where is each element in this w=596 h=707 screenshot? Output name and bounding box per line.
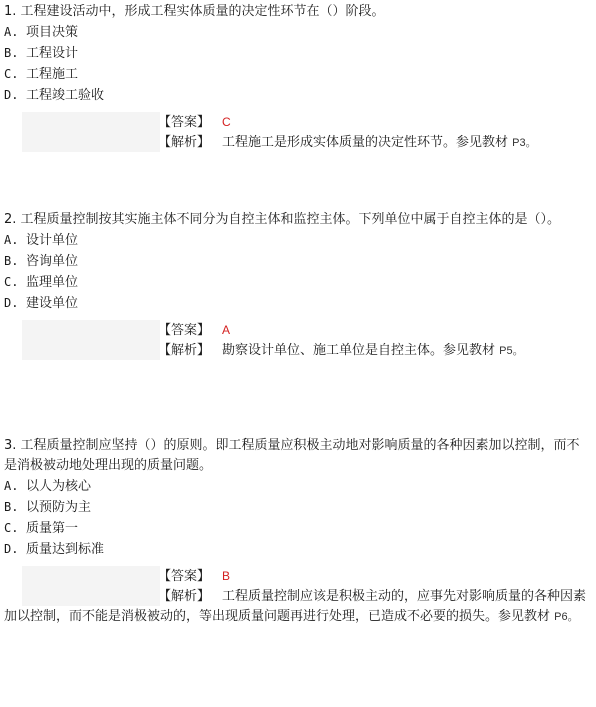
analysis-label: 【解析】 [158,135,211,150]
option-letter: B. [4,46,19,60]
answer-row [4,320,592,341]
analysis-text: 勘察设计单位、施工单位是自控主体。参见教材 [222,343,500,358]
option-text: 工程施工 [26,67,79,82]
question-stem [4,436,592,476]
answer-value: C [222,115,231,129]
option-text: 项目决策 [26,25,79,40]
option-text: 以人为核心 [26,479,92,494]
question-number: 3. [4,438,17,453]
option-text: 监理单位 [26,275,79,290]
option-letter: C. [4,521,19,535]
option-text: 工程竣工验收 [26,88,105,103]
analysis-reference: P6。 [554,611,579,623]
option-letter: B. [4,500,19,514]
analysis-label: 【解析】 [158,343,211,358]
answer-value: A [222,323,231,337]
analysis-row [4,133,592,153]
question-text: 工程建设活动中，形成工程实体质量的决定性环节在（）阶段。 [20,4,385,19]
analysis-label: 【解析】 [158,589,211,604]
answer-label: 【答案】 [158,323,211,338]
option-c [4,64,592,85]
option-letter: A. [4,25,19,39]
option-letter: A. [4,233,19,247]
analysis-text: 工程施工是形成实体质量的决定性环节。参见教材 [222,135,513,150]
option-text: 质量第一 [26,521,79,536]
option-letter: C. [4,275,19,289]
answer-label: 【答案】 [158,115,211,130]
option-b [4,251,592,272]
option-c [4,518,592,539]
question-number: 2. [4,212,17,227]
option-d [4,85,592,106]
option-text: 设计单位 [26,233,79,248]
option-text: 咨询单位 [26,254,79,269]
answer-row [4,566,592,587]
option-text: 质量达到标准 [26,542,105,557]
question-stem [4,2,592,22]
option-letter: D. [4,542,19,556]
question-3 [4,436,592,627]
answer-row [4,112,592,133]
option-b [4,497,592,518]
question-number: 1. [4,4,17,19]
option-a [4,476,592,497]
option-a [4,230,592,251]
option-letter: D. [4,296,19,310]
option-b [4,43,592,64]
answer-label: 【答案】 [158,569,211,584]
question-1 [4,2,592,153]
question-2 [4,210,592,361]
analysis-reference: P3。 [512,137,537,149]
option-text: 建设单位 [26,296,79,311]
option-a [4,22,592,43]
answer-block [4,566,592,627]
option-letter: C. [4,67,19,81]
option-d [4,293,592,314]
question-text: 工程质量控制按其实施主体不同分为自控主体和监控主体。下列单位中属于自控主体的是（）。 [20,212,561,227]
analysis-reference: P5。 [499,345,524,357]
question-stem [4,210,592,230]
option-letter: A. [4,479,19,493]
option-d [4,539,592,560]
question-text: 工程质量控制应坚持（）的原则。即工程质量应积极主动地对影响质量的各种因素加以控制，而不是消极被动地处理出现的质量问题。 [4,438,580,473]
analysis-row [4,341,592,361]
answer-block [4,112,592,153]
analysis-row [4,587,592,627]
option-text: 以预防为主 [26,500,92,515]
option-letter: B. [4,254,19,268]
option-c [4,272,592,293]
answer-block [4,320,592,361]
option-letter: D. [4,88,19,102]
answer-value: B [222,569,231,583]
option-text: 工程设计 [26,46,79,61]
analysis-text: 工程质量控制应该是积极主动的，应事先对影响质量的各种因素加以控制，而不能是消极被动的，等出现质量问题再进行处理，已造成不必要的损失。参见教材 [4,589,587,624]
